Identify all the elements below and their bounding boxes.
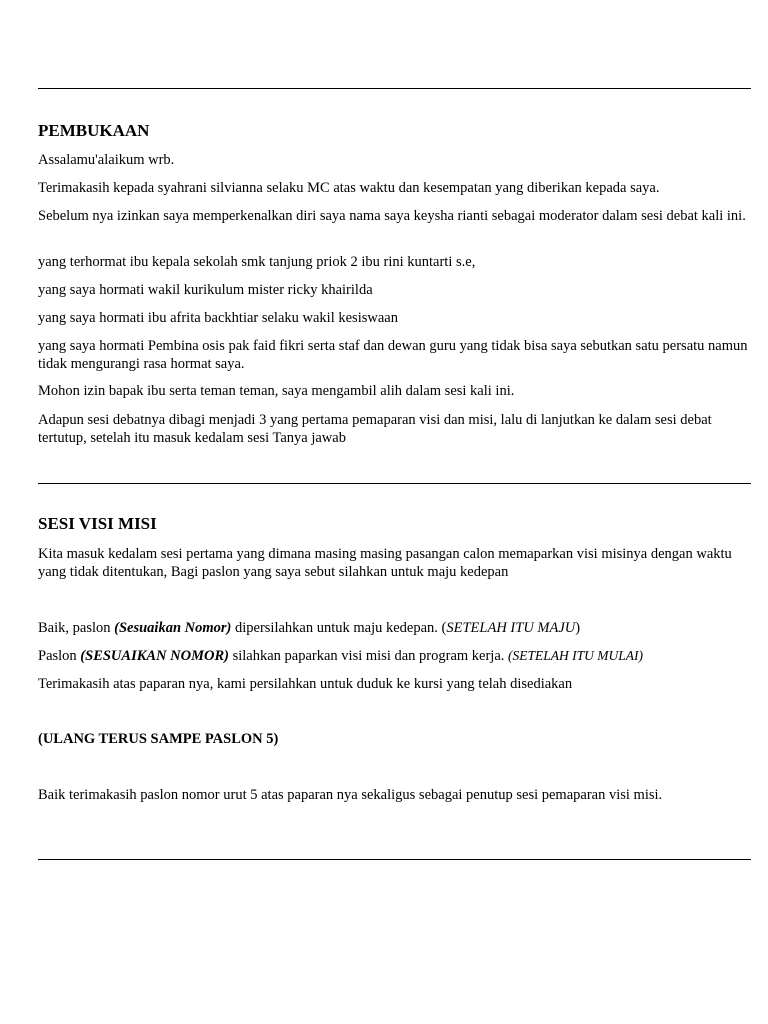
paragraph-session-overview: Adapun sesi debatnya dibagi menjadi 3 yang pertama pemaparan visi dan misi, lalu di lanjutkan ke dalam sesi debat tertutup, setelah itu masuk kedalam sesi Tanya jawab bbox=[38, 412, 712, 446]
line2-placeholder-number: (SESUAIKAN NOMOR) bbox=[80, 648, 229, 664]
line1-stage-direction: SETELAH ITU MAJU bbox=[446, 620, 576, 636]
line2-text-a: Paslon bbox=[38, 648, 81, 664]
paragraph-paslon-come-forward bbox=[38, 619, 751, 637]
paragraph-visi-misi-intro: Kita masuk kedalam sesi pertama yang dimana masing masing pasangan calon memaparkan visi misinya dengan waktu yang tidak ditentukan, Bagi paslon yang saya sebut silahkan untuk maju kedepan bbox=[38, 546, 732, 580]
top-divider bbox=[38, 88, 751, 89]
paragraph-honored-student-affairs: yang saya hormati ibu afrita backhtiar selaku wakil kesiswaan bbox=[38, 310, 398, 326]
bottom-divider bbox=[38, 859, 751, 860]
line1-text-e: ) bbox=[575, 620, 581, 636]
paragraph-honored-osis-staff: yang saya hormati Pembina osis pak faid fikri serta staf dan dewan guru yang tidak bisa saya sebutkan satu persatu namun tidak mengurangi rasa hormat saya. bbox=[38, 338, 748, 372]
paragraph-honored-principal: yang terhormat ibu kepala sekolah smk tanjung priok 2 ibu rini kuntarti s.e, bbox=[38, 254, 476, 270]
line1-text-c: dipersilahkan untuk maju kedepan. ( bbox=[231, 620, 447, 636]
paragraph-repeat-instruction: (ULANG TERUS SAMPE PASLON 5) bbox=[38, 731, 279, 747]
paragraph-introduction: Sebelum nya izinkan saya memperkenalkan diri saya nama saya keysha rianti sebagai moderator dalam sesi debat kali ini. bbox=[38, 208, 746, 224]
paragraph-paslon-present bbox=[38, 647, 751, 665]
section-heading-visi-misi: SESI VISI MISI bbox=[38, 514, 157, 533]
paragraph-thanks-sit-down: Terimakasih atas paparan nya, kami persilahkan untuk duduk ke kursi yang telah disediakan bbox=[38, 676, 573, 692]
paragraph-greeting: Assalamu'alaikum wrb. bbox=[38, 152, 175, 168]
section-heading-pembukaan: PEMBUKAAN bbox=[38, 121, 150, 140]
line1-placeholder-number: (Sesuaikan Nomor) bbox=[114, 620, 232, 636]
paragraph-closing-visi-misi: Baik terimakasih paslon nomor urut 5 atas paparan nya sekaligus sebagai penutup sesi pemaparan visi misi. bbox=[38, 787, 663, 803]
paragraph-thanks-mc: Terimakasih kepada syahrani silvianna selaku MC atas waktu dan kesempatan yang diberikan kepada saya. bbox=[38, 180, 660, 196]
line2-stage-direction: (SETELAH ITU MULAI) bbox=[508, 648, 644, 663]
paragraph-permission: Mohon izin bapak ibu serta teman teman, saya mengambil alih dalam sesi kali ini. bbox=[38, 383, 515, 399]
line2-text-c: silahkan paparkan visi misi dan program kerja. bbox=[228, 648, 509, 664]
middle-divider bbox=[38, 483, 751, 484]
line1-text-a: Baik, paslon bbox=[38, 620, 115, 636]
paragraph-honored-curriculum: yang saya hormati wakil kurikulum mister ricky khairilda bbox=[38, 282, 373, 298]
